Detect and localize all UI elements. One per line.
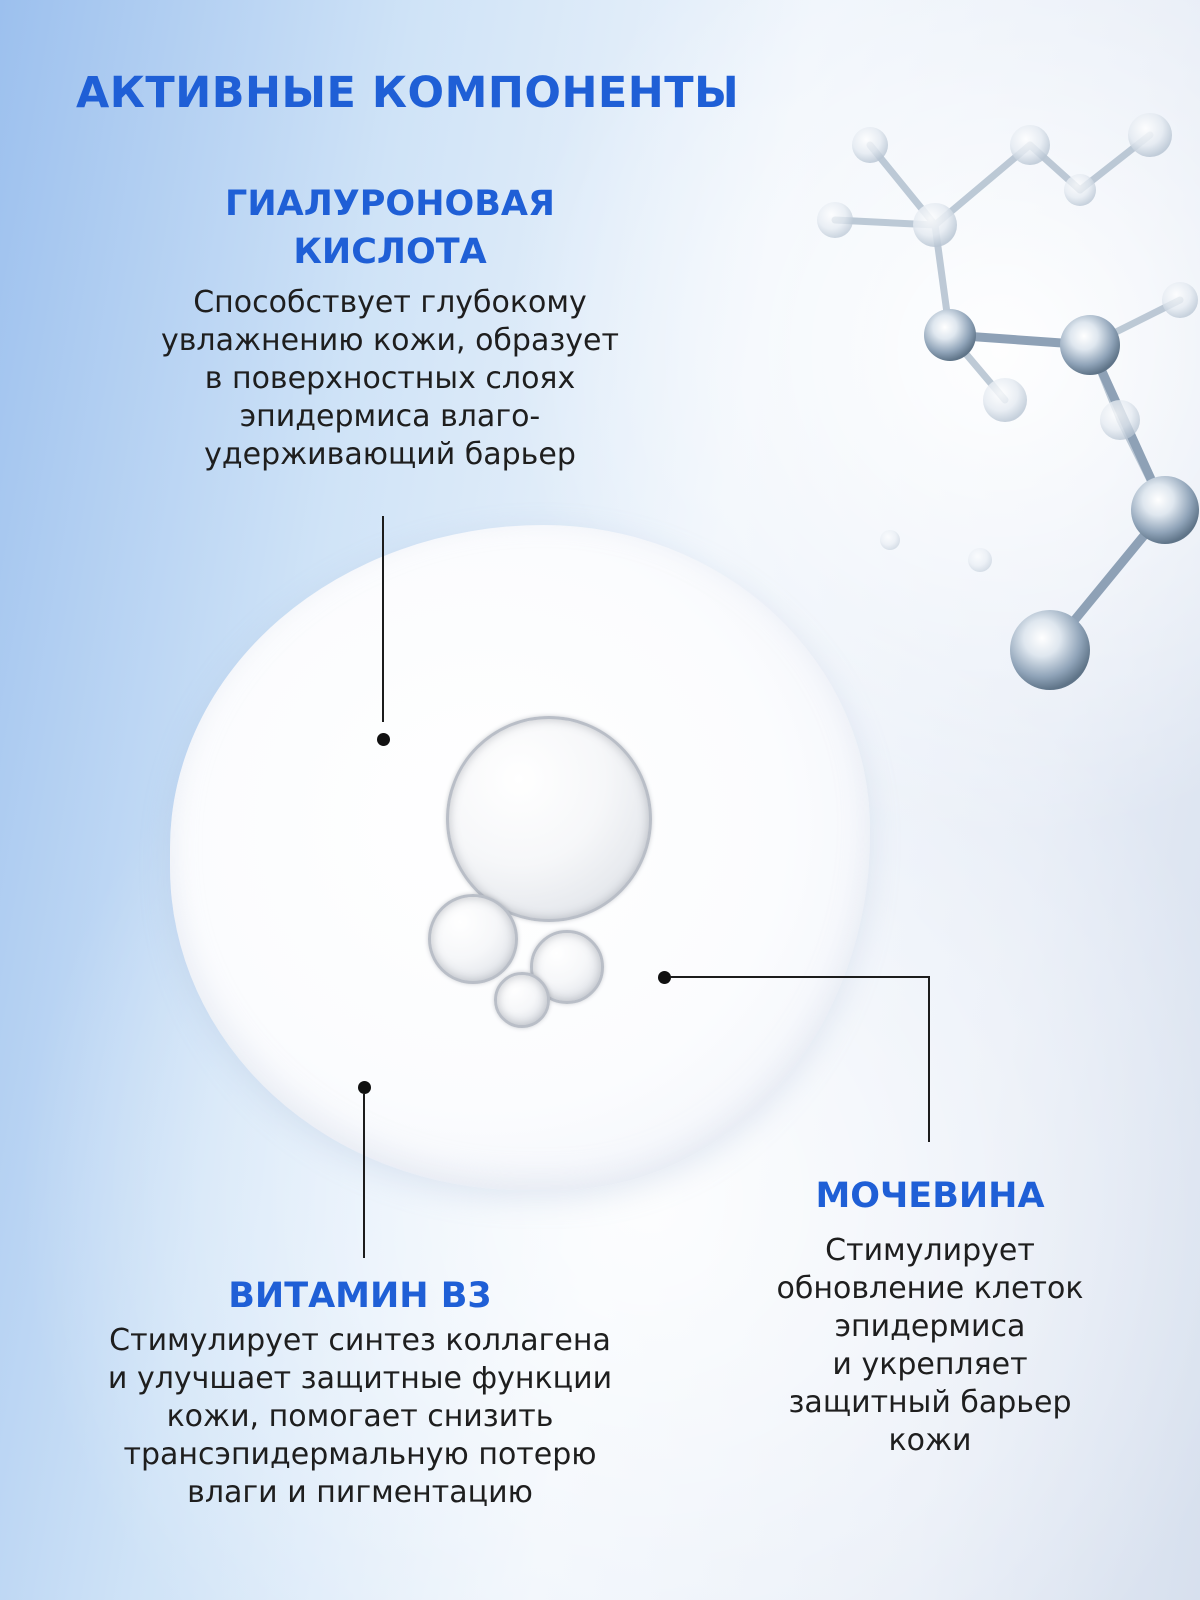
- vitamin-b3-heading: ВИТАМИН B3: [228, 1276, 492, 1316]
- text-line: обновление клеток: [776, 1271, 1084, 1306]
- hyaluronic-acid-description: [90, 284, 690, 474]
- hyaluronic-connector-line: [382, 516, 384, 722]
- text-line: кожи, помогает снизить: [166, 1399, 554, 1434]
- bubble-tiny: [494, 972, 550, 1028]
- vitamin-b3-description: [50, 1322, 670, 1512]
- page-title: АКТИВНЫЕ КОМПОНЕНТЫ: [76, 68, 740, 118]
- text-line: Стимулирует синтез коллагена: [109, 1323, 611, 1358]
- text-line: и укрепляет: [832, 1347, 1028, 1382]
- text-line: в поверхностных слоях: [204, 361, 576, 396]
- heading-line: КИСЛОТА: [293, 232, 487, 272]
- text-line: эпидермиса: [834, 1309, 1026, 1344]
- text-line: защитный барьер: [788, 1385, 1072, 1420]
- text-line: трансэпидермальную потерю: [123, 1437, 597, 1472]
- text-line: и улучшает защитные функции: [107, 1361, 613, 1396]
- text-line: эпидермиса влаго-: [239, 399, 541, 434]
- hyaluronic-connector-dot: [377, 733, 390, 746]
- vitamin-b3-connector-dot: [358, 1081, 371, 1094]
- urea-connector-line-horizontal: [670, 976, 930, 978]
- text-line: влаги и пигментацию: [187, 1475, 533, 1510]
- urea-heading: МОЧЕВИНА: [815, 1176, 1045, 1216]
- molecule-illustration: [790, 90, 1200, 730]
- bubble-medium: [428, 894, 518, 984]
- urea-connector-line-vertical: [928, 976, 930, 1142]
- text-line: Способствует глубокому: [193, 285, 587, 320]
- text-line: Стимулирует: [825, 1233, 1035, 1268]
- vitamin-b3-connector-line: [363, 1094, 365, 1258]
- text-line: увлажнению кожи, образует: [161, 323, 619, 358]
- text-line: кожи: [888, 1423, 972, 1458]
- heading-line: ГИАЛУРОНОВАЯ: [225, 184, 555, 224]
- text-line: удерживающий барьер: [204, 437, 576, 472]
- hyaluronic-acid-heading: [130, 180, 650, 276]
- urea-description: [735, 1232, 1125, 1460]
- bubble-large: [446, 716, 652, 922]
